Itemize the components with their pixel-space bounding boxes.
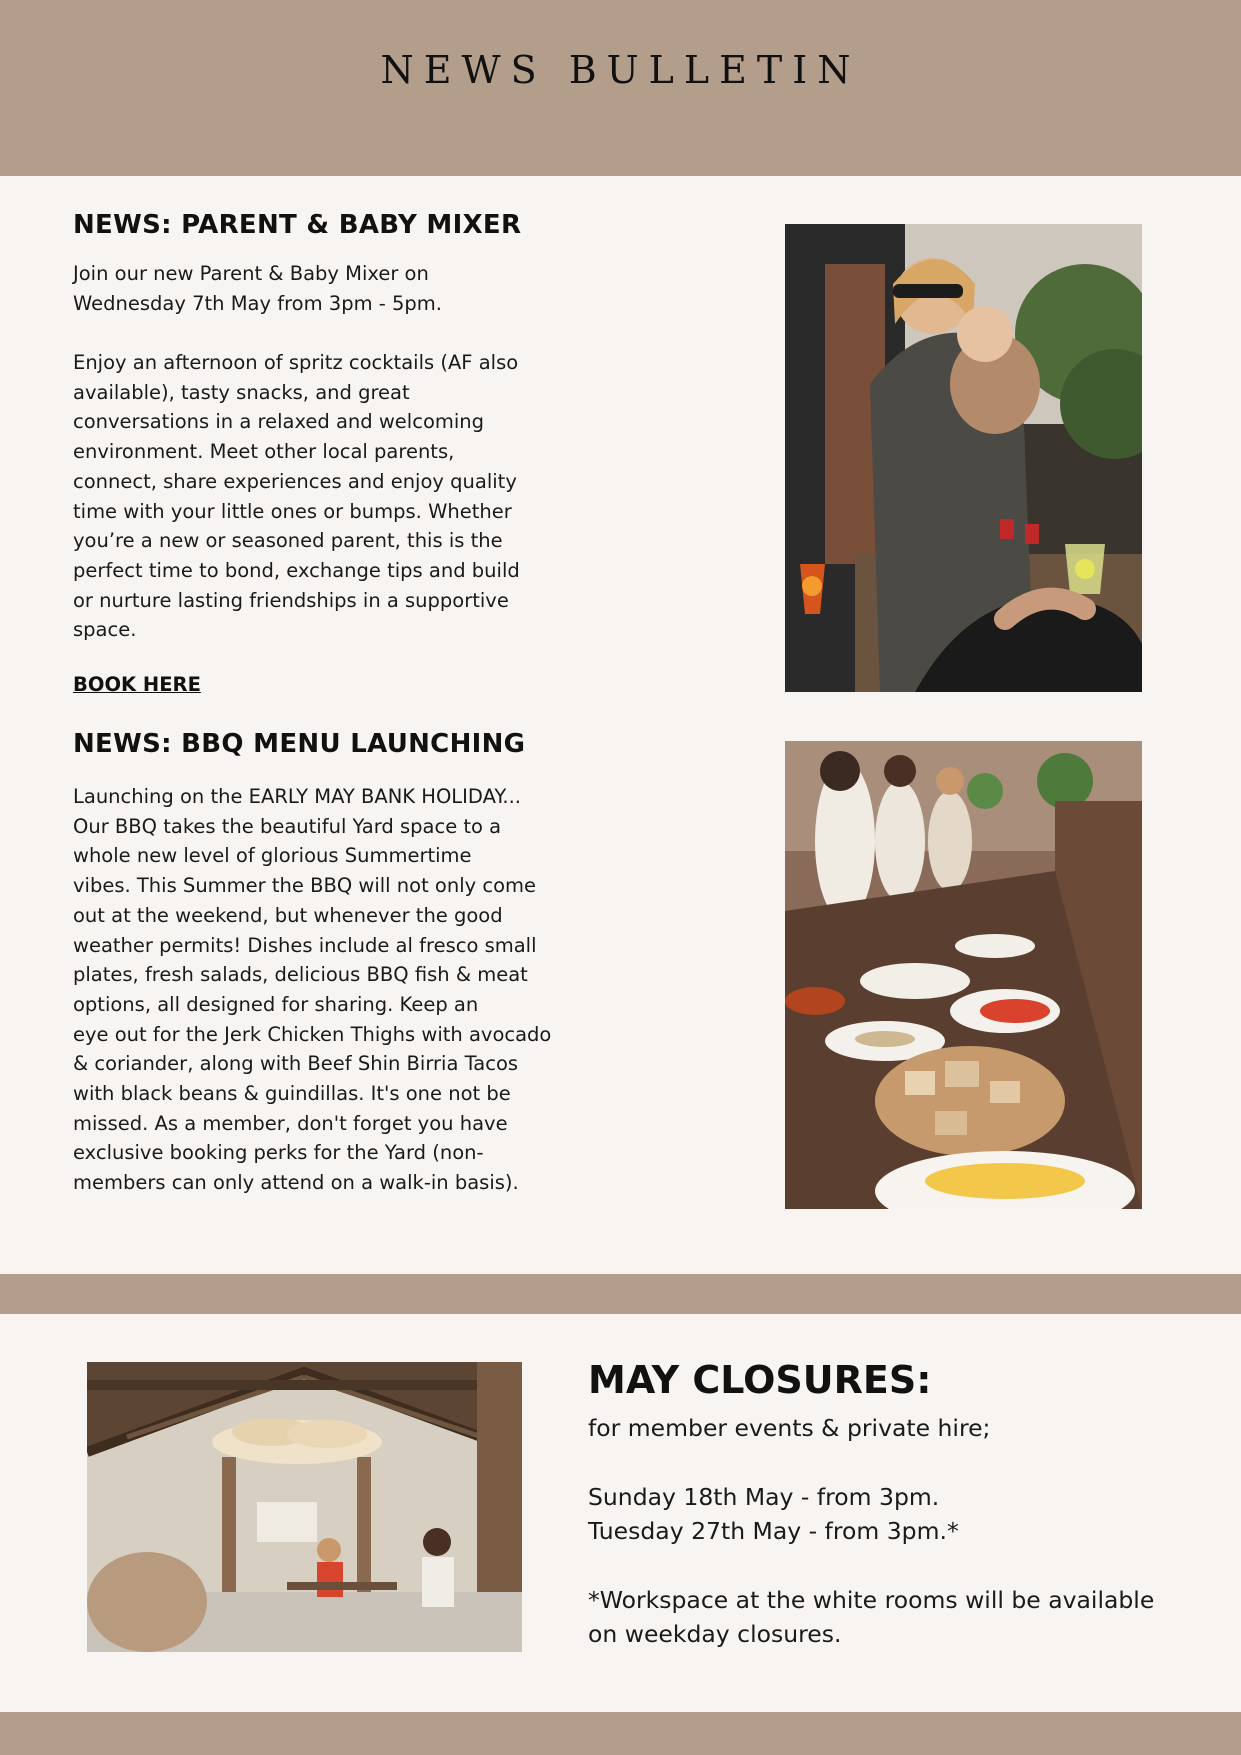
body-line: connect, share experiences and enjoy quality [73, 469, 517, 493]
body-line: Our BBQ takes the beautiful Yard space to a [73, 814, 502, 838]
book-here-link[interactable]: BOOK HERE [73, 673, 201, 696]
note-line: on weekday closures. [588, 1620, 842, 1648]
body-line: missed. As a member, don't forget you have [73, 1111, 508, 1135]
body-line: whole new level of glorious Summertime [73, 844, 472, 868]
note-line: *Workspace at the white rooms will be available [588, 1586, 1155, 1614]
body-line: perfect time to bond, exchange tips and build [73, 558, 520, 582]
closures-dates [588, 1480, 959, 1548]
body-line: eye out for the Jerk Chicken Thighs with avocado [73, 1022, 552, 1046]
body-line: exclusive booking perks for the Yard (non- [73, 1141, 484, 1165]
divider-band [0, 1274, 1241, 1314]
body-line: & coriander, along with Beef Shin Birria Tacos [73, 1052, 519, 1076]
closure-date: Sunday 18th May - from 3pm. [588, 1483, 940, 1511]
body-line: plates, fresh salads, delicious BBQ fish & meat [73, 963, 528, 987]
body-line: out at the weekend, but whenever the good [73, 903, 503, 927]
barn-workspace-photo [87, 1362, 522, 1652]
parent-mixer-intro [73, 259, 442, 318]
closure-date: Tuesday 27th May - from 3pm.* [588, 1517, 959, 1545]
bbq-body [73, 782, 551, 1198]
parent-mixer-heading: NEWS: PARENT & BABY MIXER [73, 210, 522, 240]
bbq-table-photo [785, 741, 1142, 1209]
intro-line: Join our new Parent & Baby Mixer on [73, 262, 429, 285]
body-line: space. [73, 618, 137, 642]
footer-band [0, 1712, 1241, 1755]
woman-with-baby-photo [785, 224, 1142, 692]
parent-mixer-body [73, 348, 520, 645]
closures-subtitle: for member events & private hire; [588, 1414, 991, 1442]
body-line: available), tasty snacks, and great [73, 380, 410, 404]
body-line: environment. Meet other local parents, [73, 440, 455, 464]
closures-heading: MAY CLOSURES: [588, 1358, 932, 1402]
intro-line: Wednesday 7th May from 3pm - 5pm. [73, 291, 442, 315]
photo-woman-with-baby-icon [785, 224, 1142, 692]
body-line: Enjoy an afternoon of spritz cocktails (AF also [73, 351, 519, 374]
body-line: you’re a new or seasoned parent, this is the [73, 529, 503, 553]
body-line: time with your little ones or bumps. Whether [73, 499, 512, 523]
body-line: conversations in a relaxed and welcoming [73, 410, 485, 434]
bbq-heading: NEWS: BBQ MENU LAUNCHING [73, 729, 526, 759]
body-line: members can only attend on a walk-in basis). [73, 1171, 519, 1195]
body-line: options, all designed for sharing. Keep an [73, 992, 479, 1016]
body-line: Launching on the EARLY MAY BANK HOLIDAY... [73, 785, 521, 808]
body-line: vibes. This Summer the BBQ will not only come [73, 874, 537, 898]
bulletin-title: NEWS BULLETIN [380, 48, 861, 92]
photo-barn-workspace-icon [87, 1362, 522, 1652]
body-line: with black beans & guindillas. It's one not be [73, 1082, 511, 1106]
photo-bbq-table-icon [785, 741, 1142, 1209]
body-line: or nurture lasting friendships in a supportive [73, 588, 509, 612]
body-line: weather permits! Dishes include al fresco small [73, 933, 537, 957]
closures-note [588, 1583, 1154, 1651]
